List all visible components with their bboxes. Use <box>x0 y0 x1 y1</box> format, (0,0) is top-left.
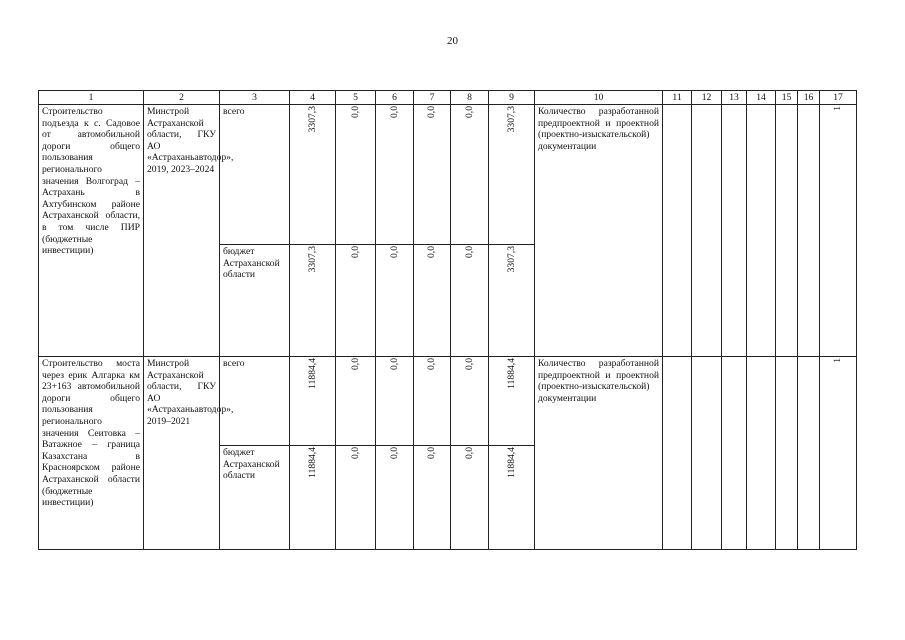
value-cell: 0,0 <box>414 357 451 446</box>
executor-cell: Минстрой Астраханской области, ГКУ АО «Астраханьавтодор», 2019, 2023–2024 <box>144 105 220 357</box>
indicator-cell: Количество разработанной предпроектной и проектной (проектно-изыскательской) документации <box>535 105 663 357</box>
value-cell: 11884,4 <box>290 357 336 446</box>
empty-cell <box>692 105 722 357</box>
column-number: 5 <box>336 91 376 105</box>
column-number: 3 <box>220 91 290 105</box>
funding-source-label: бюджет Астраханской области <box>220 446 290 550</box>
value-cell: 0,0 <box>376 446 414 550</box>
funding-source-label: бюджет Астраханской области <box>220 245 290 357</box>
column-number: 16 <box>798 91 820 105</box>
value-cell: 3307,3 <box>290 245 336 357</box>
column-number: 12 <box>692 91 722 105</box>
value-cell: 0,0 <box>376 245 414 357</box>
table-row <box>39 105 857 245</box>
program-table <box>38 90 857 550</box>
value-cell: 0,0 <box>376 357 414 446</box>
column-number: 1 <box>39 91 144 105</box>
value-cell: 3307,3 <box>489 245 535 357</box>
value-cell: 3307,3 <box>489 105 535 245</box>
target-value-cell: 1 <box>820 357 857 550</box>
value-cell: 0,0 <box>376 105 414 245</box>
empty-cell <box>798 357 820 550</box>
executor-cell: Минстрой Астраханской области, ГКУ АО «Астраханьавтодор», 2019–2021 <box>144 357 220 550</box>
empty-cell <box>776 105 798 357</box>
table-row <box>39 357 857 446</box>
column-number: 4 <box>290 91 336 105</box>
value-cell: 11884,4 <box>290 446 336 550</box>
value-cell: 0,0 <box>336 357 376 446</box>
column-number: 10 <box>535 91 663 105</box>
value-cell: 0,0 <box>414 245 451 357</box>
empty-cell <box>722 357 747 550</box>
column-number: 2 <box>144 91 220 105</box>
column-number: 13 <box>722 91 747 105</box>
column-number-row <box>39 91 857 105</box>
column-number: 14 <box>747 91 776 105</box>
column-number: 17 <box>820 91 857 105</box>
column-number: 7 <box>414 91 451 105</box>
column-number: 11 <box>663 91 692 105</box>
empty-cell <box>747 105 776 357</box>
empty-cell <box>798 105 820 357</box>
empty-cell <box>747 357 776 550</box>
empty-cell <box>692 357 722 550</box>
target-value-cell: 1 <box>820 105 857 357</box>
empty-cell <box>776 357 798 550</box>
value-cell: 0,0 <box>414 446 451 550</box>
funding-source-label: всего <box>220 357 290 446</box>
project-name-cell: Строительство моста через ерик Алгарка км 23+163 автомобильной дороги общего пользования регионального значения Сеитовка – Ватажное – граница Казахстана в Красноярском районе Астраханской области (бюджетные инвестиции) <box>39 357 144 550</box>
page-number: 20 <box>447 35 458 47</box>
funding-source-label: всего <box>220 105 290 245</box>
value-cell: 0,0 <box>451 357 489 446</box>
column-number: 9 <box>489 91 535 105</box>
empty-cell <box>663 105 692 357</box>
empty-cell <box>663 357 692 550</box>
value-cell: 0,0 <box>451 446 489 550</box>
column-number: 15 <box>776 91 798 105</box>
value-cell: 11884,4 <box>489 446 535 550</box>
value-cell: 0,0 <box>336 105 376 245</box>
column-number: 8 <box>451 91 489 105</box>
value-cell: 0,0 <box>336 446 376 550</box>
project-name-cell: Строительство подъезда к с. Садовое от автомобильной дороги общего пользования регионального значения Волгоград – Астрахань в Ахтубинском районе Астраханской области, в том числе ПИР (бюджетные инвестиции) <box>39 105 144 357</box>
empty-cell <box>722 105 747 357</box>
value-cell: 0,0 <box>451 245 489 357</box>
column-number: 6 <box>376 91 414 105</box>
value-cell: 0,0 <box>414 105 451 245</box>
value-cell: 0,0 <box>451 105 489 245</box>
value-cell: 11884,4 <box>489 357 535 446</box>
value-cell: 3307,3 <box>290 105 336 245</box>
indicator-cell: Количество разработанной предпроектной и проектной (проектно-изыскательской) документации <box>535 357 663 550</box>
value-cell: 0,0 <box>336 245 376 357</box>
